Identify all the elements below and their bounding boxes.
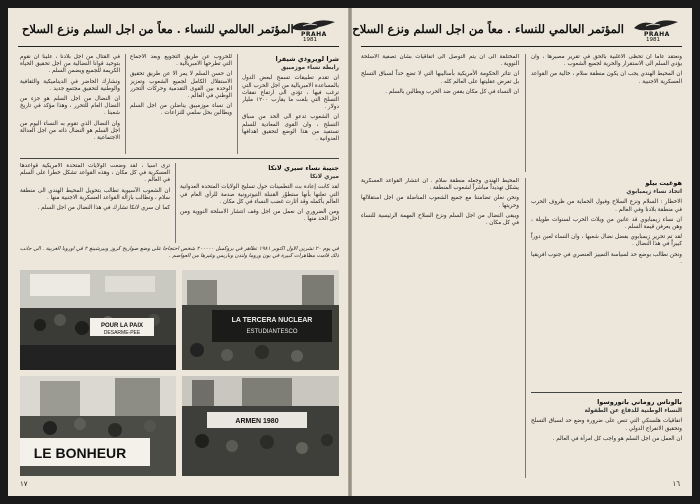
paragraph: للحروب عن طريق التجويع وبعد الاجماع التي تطرحها الامبريالية . [130, 54, 232, 68]
page-number: ١٧ [20, 480, 28, 488]
article-column [130, 54, 232, 154]
paragraph: ان تقدم تطبيقات تسمح لبعض الدول بالمساعدة الامبريالية من اجل الحرب التي ترغب فيها ، تؤدي الى ارتفاع نفقات التسلح التي بلغت ما يقارب ١٢٠٠ مليار دولار . [242, 75, 339, 111]
paragraph: لقد كانت إعادة بث التطمينات حول تسليح الولايات المتحدة العدوانية التي تعلنها بأنها ستطوّر القنبلة النيوترونية صدمة للرأي العام في العالم بأكمله وقد أثارت غضب النساء في كل مكان . [180, 184, 339, 205]
column-divider [125, 54, 126, 154]
column-divider [237, 54, 238, 154]
article-column [20, 163, 170, 243]
paragraph: ان حسن السلم لا يمر الا عن طريق تحقيق الاستقلال الكامل لجميع الشعوب وتعزيز الوحدة بين القوى التقدمية وحركات التحرر الوطني في العالم . [130, 71, 232, 100]
paragraph: وان النضال الذي تقوم به النساء اليوم من اجل السلم هو النضال ذاته من اجل العدالة الاجتماعية . [20, 120, 120, 142]
paragraph: ومن الضروري ان نعمل من اجل وقف انتشار الاسلحة النووية ومن اجل الحد منها . [180, 209, 339, 223]
logo-city: PRAHA [301, 31, 327, 38]
paragraph: ان المحيط الهندي يجب ان يكون منطقة سلام ، خالية من القواعد العسكرية الاجنبية . [531, 71, 682, 85]
paragraph: ان العمل من اجل السلم هو واجب كل امرأة في العالم . [552, 435, 682, 442]
paragraph: ان النساء في كل مكان يقفن ضد الحرب ويطالبن بالسلم . [385, 88, 519, 95]
article-heading: هوغيت بيلو [645, 179, 682, 187]
article-subheading: النساء الوطنية للدفاع عن الطفولة [584, 408, 682, 415]
header-title: المؤتمر العالمي للنساء . معاً من اجل السلم ونزع السلاح [352, 22, 624, 36]
demonstration-photo-1 [20, 270, 176, 370]
banner-text: LE BONHEUR [33, 445, 127, 461]
paragraph: ان النضال من اجل السلم هو جزء من النضال العام للتحرر ، وهذا مؤكد في تاريخ شعبنا . [20, 96, 120, 117]
article-subheading: اتحاد نساء زيمبابوي [626, 189, 682, 196]
logo-year: 1981 [303, 37, 317, 43]
article-column [20, 54, 120, 154]
header-title: المؤتمر العالمي للنساء . معاً من اجل السلم ونزع السلاح [22, 22, 294, 36]
photo-caption [20, 246, 339, 268]
conference-logo [287, 16, 339, 44]
article-column [180, 163, 339, 243]
paragraph: ويبقى النضال من اجل السلم ونزع السلاح المهمة الرئيسية للنساء في كل مكان . [361, 212, 519, 227]
magazine-spread [8, 8, 692, 496]
demonstration-photo-4 [182, 376, 339, 476]
paragraph: ان الشعوب تدعو الى الحد من سباق التسلح ، وان القوى المعادية للسلم تستفيد من هذا الوضع لتحقيق اهدافها العدوانية . [242, 114, 339, 143]
page-header [352, 16, 682, 47]
paragraph: ان نساء موزمبيق يناضلن من اجل السلم ويطالبن بحل سلمي للنزاعات . [130, 103, 232, 117]
article-subheading: رابطة نساء موزمبيق [280, 65, 339, 72]
section-divider [531, 392, 682, 393]
paragraph: ونحن نطالب بوضع حد لسياسة التمييز العنصري في جنوب افريقيا . [531, 251, 682, 265]
dove-logo-icon [632, 18, 680, 32]
article-subheading: ميري لانكا [310, 174, 339, 181]
dove-logo-icon [289, 18, 337, 32]
logo-year: 1981 [646, 37, 660, 43]
paragraph: ان الشعوب الآسيوية تطالب بتحويل المحيط الهندي الى منطقة سلام ، وتطالب بازالة القواعد العسكرية الاجنبية منها . [20, 187, 170, 201]
banner-text: ESTUDIANTESCO [246, 329, 298, 335]
paragraph: اتفاقيات هلسنكي التي تنص على ضرورة وضع حد لسباق التسلح وتحقيق الانفراج الدولي . [531, 418, 682, 432]
left-page [8, 8, 349, 496]
paragraph: ان تتاثر الحكومة الأمريكية بأساليبها التي لا تضع حداً لسباق التسلح بل تفرض عقليتها على العالم كله . [361, 71, 519, 85]
paragraph: لقد تم تحرير زيمبابوي بفضل نضال شعبها ، وان النساء لعبن دوراً كبيراً في هذا النضال . [531, 234, 682, 248]
paragraph: ونشارك الحاضر في الديناميكية والثقافية والوطنية لتحقيق مجتمع جديد . [20, 78, 120, 92]
banner-text: DESARME-PEE [103, 330, 141, 336]
paragraph: المحيط الهندي وجعله منطقة سلام . ان انتشار القواعد العسكرية يشكل تهديداً مباشراً لشعوب المنطقة . [361, 178, 519, 192]
article-column [361, 178, 519, 388]
article-heading: جنيبة نساء سيري لانكا [268, 164, 339, 172]
article-column [531, 178, 682, 388]
article-column [531, 54, 682, 172]
banner-text: POUR LA PAIX [100, 323, 144, 329]
demonstration-photo-2 [182, 270, 339, 370]
paragraph: الاخطار : السلام ونزع السلاح وفيول الحماية من ظروف الحرب في منطقة بلادنا وفي العالم . [531, 199, 682, 213]
column-divider [175, 163, 176, 243]
banner-text: ARMEN 1980 [235, 418, 279, 425]
paragraph: ونحن نعلن تضامننا مع جميع الشعوب المناضلة من اجل استقلالها وحريتها . [361, 195, 519, 209]
section-divider [20, 158, 339, 159]
paragraph: في القتال من اجل بلادنا ، علينا ان نقوم بتوحيد قوانا النضالية من اجل تحقيق الحياة الكريمة للجميع ويضمن السلم . [20, 54, 120, 75]
page-number: ١٦ [672, 480, 680, 488]
logo-city: PRAHA [644, 31, 670, 38]
column-divider [525, 54, 526, 172]
caption-text: في يوم ٢٠ تشرين الأول اكتوبر ١٩٨١ تظاهر في بروكسل ٢٠٠٠٠٠ شخص احتجاجاً على وضع صواريخ كروز وبيرشينغ ٢ في اوروبا الغربية . الى جانب ذلك قامت مظاهرات كبيرة في بون وروما ولندن وباريس وغيرها من العواصم . [20, 246, 339, 259]
article-heading: بالوناس روماني باتوروسوا [597, 398, 682, 406]
conference-logo [630, 16, 682, 44]
column-divider [525, 178, 526, 478]
paragraph: ترى أسيا ، لقد وضعت الولايات المتحدة الامريكية قواعدها العسكرية في كل مكان ، وهذه القواعد تشكل خطرا على السلم في العالم . [20, 163, 170, 184]
paragraph: المختلفة الى ان يتم التوصل الى اتفاقيات بشأن تصفية الاسلحة النووية . [361, 54, 519, 68]
article-heading: شرا لويروذي شيفرا [275, 55, 339, 63]
page-header [18, 16, 339, 47]
paragraph: كما ان سري لانكا تشارك في هذا النضال من اجل السلم . [37, 205, 170, 212]
article-column [361, 54, 519, 172]
paragraph: ان نساء زيمبابوي قد عانين من ويلات الحرب لسنوات طويلة ، وهن يعرفن قيمة السلم . [531, 216, 682, 231]
article-column [242, 54, 339, 154]
article-column [531, 397, 682, 477]
demonstration-photo-3 [20, 376, 176, 476]
banner-text: LA TERCERA NUCLEAR [231, 317, 313, 324]
paragraph: ونعتقد عاما ان تحظى الاغلبية بالحق في تقرير مصيرها ، وان يؤدي السلم الى الاستقرار والحرية لجميع الشعوب . [531, 54, 682, 68]
right-page [351, 8, 692, 496]
